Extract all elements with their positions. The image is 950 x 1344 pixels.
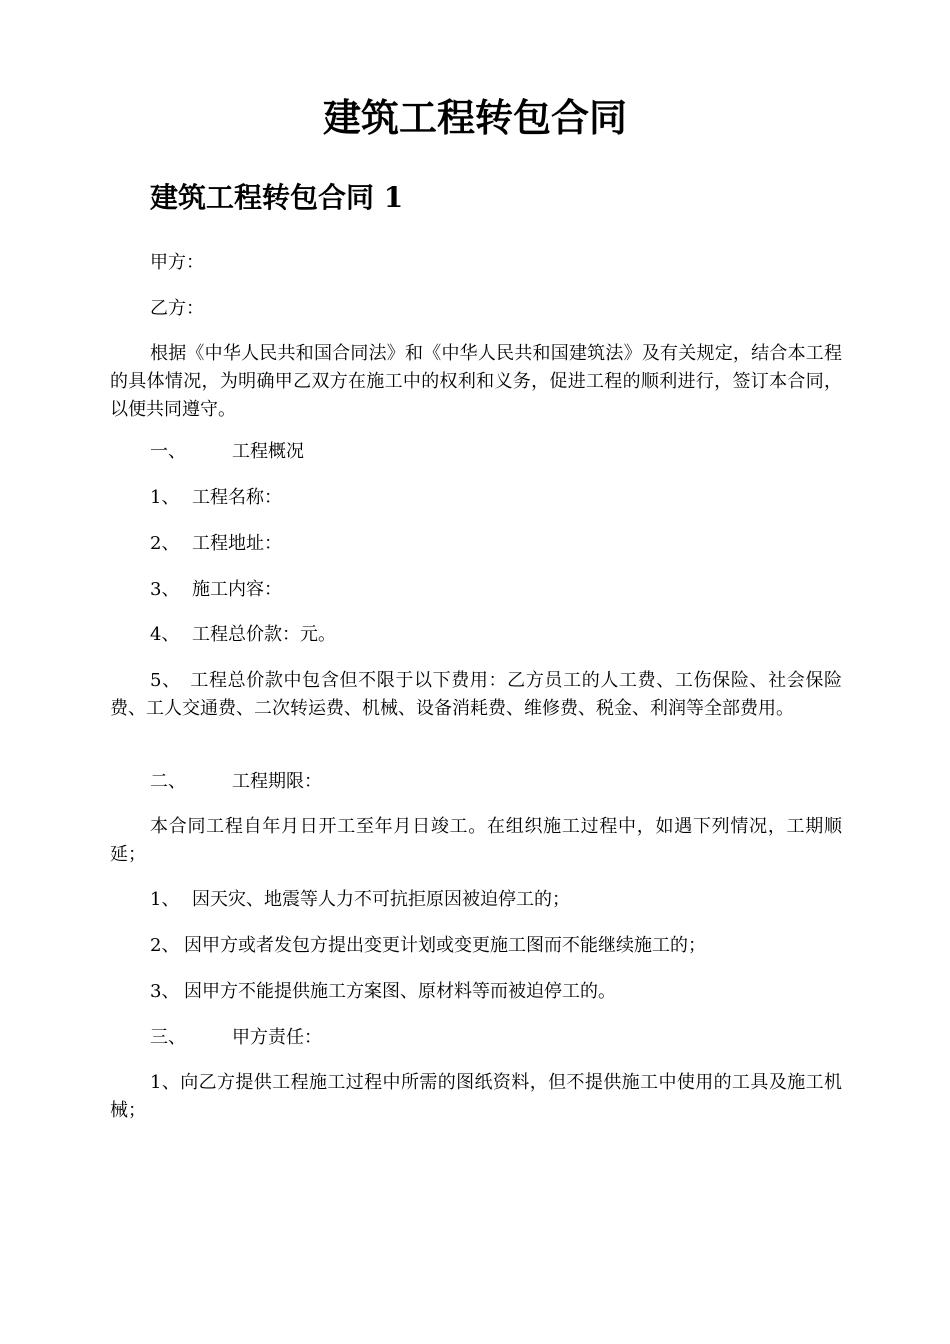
list-item-number: 4、 [150,624,180,645]
section-title: 建筑工程转包合同 1 [150,181,404,214]
intro-paragraph: 根据《中华人民共和国合同法》和《中华人民共和国建筑法》及有关规定，结合本工程的具体情况，为明确甲乙双方在施工中的权利和义务，促进工程的顺利进行，签订本合同，以便共同遵守。 [110,343,842,420]
party-a-line: 甲方： [150,252,204,273]
section-heading-text: 工程概况 [232,441,304,462]
list-item-number: 2、 [150,533,180,554]
list-item-text: 工程名称： [192,487,282,508]
list-item-number: 3、 [150,981,180,1002]
section-number: 三、 [150,1027,186,1048]
section-number: 一、 [150,441,186,462]
section-heading-text: 甲方责任： [232,1027,322,1048]
party-b-line: 乙方： [150,298,204,319]
section-number: 二、 [150,771,186,792]
document-title: 建筑工程转包合同 [322,95,627,140]
list-item [150,886,570,914]
party-a-duty-paragraph: 1、向乙方提供工程施工过程中所需的图纸资料，但不提供施工中使用的工具及施工机械； [110,1072,842,1121]
section-heading-text: 工程期限： [232,771,322,792]
list-item [150,621,336,649]
section-heading-2 [150,768,322,796]
list-item [150,978,616,1006]
section-heading-3 [150,1024,322,1052]
list-item [150,530,282,558]
list-item-text: 施工内容： [192,579,282,600]
list-item-number: 3、 [150,579,180,600]
section-heading-1 [150,438,304,466]
list-item-text: 因甲方或者发包方提出变更计划或变更施工图而不能继续施工的； [184,935,706,956]
schedule-paragraph: 本合同工程自年月日开工至年月日竣工。在组织施工过程中，如遇下列情况，工期顺延； [110,816,842,865]
list-item-text: 工程地址： [192,533,282,554]
list-item [150,932,706,960]
list-item-number: 2、 [150,935,180,956]
list-item [150,576,282,604]
list-item-number: 1、 [150,889,180,910]
list-item-text: 因天灾、地震等人力不可抗拒原因被迫停工的； [192,889,570,910]
list-item-number: 1、 [150,487,180,508]
list-item-text: 工程总价款：元。 [192,624,336,645]
list-item [150,484,282,512]
cost-breakdown-paragraph: 5、 工程总价款中包含但不限于以下费用：乙方员工的人工费、工伤保险、社会保险费、工人交通费、二次转运费、机械、设备消耗费、维修费、税金、利润等全部费用。 [110,670,842,719]
list-item-text: 因甲方不能提供施工方案图、原材料等而被迫停工的。 [184,981,616,1002]
